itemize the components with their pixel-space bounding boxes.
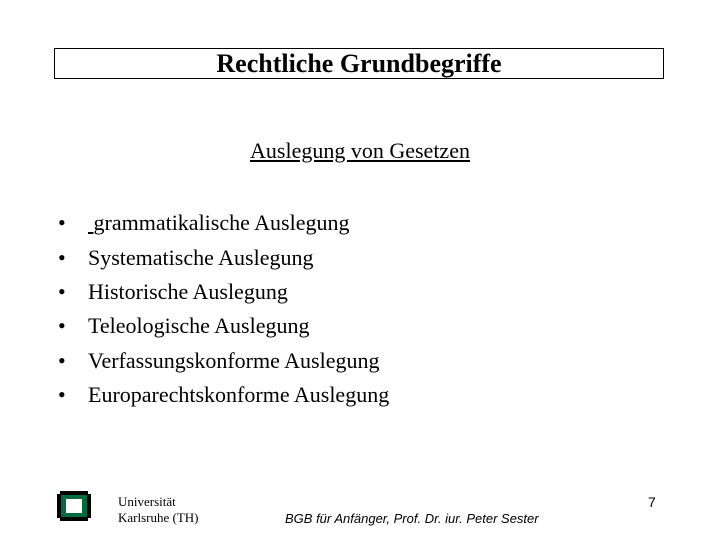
list-item-text: [88, 212, 350, 234]
list-item-label: Europarechtskonforme Auslegung: [88, 382, 390, 408]
list-item: [58, 344, 389, 378]
university-name: [118, 494, 199, 526]
bullet-dot: •: [58, 278, 66, 304]
page-number: 7: [648, 494, 656, 510]
slide-title: Rechtliche Grundbegriffe: [216, 48, 502, 78]
logo-inner-square: [66, 499, 82, 513]
list-item: [58, 309, 389, 343]
university-name-line2: Karlsruhe (TH): [118, 510, 199, 525]
bullet-dot: •: [58, 382, 66, 408]
bullet-dot: •: [58, 347, 66, 373]
list-item-label: Verfassungskonforme Auslegung: [88, 347, 380, 373]
footer-course: BGB für Anfänger, Prof. Dr. iur. Peter Sester: [285, 511, 539, 526]
bullet-dot: •: [58, 313, 66, 339]
list-item-label: Teleologische Auslegung: [88, 313, 310, 339]
title-box: [54, 48, 664, 79]
university-name-line1: Universität: [118, 494, 176, 509]
list-item: [58, 275, 389, 309]
university-logo-icon: [57, 490, 91, 522]
list-item: [58, 206, 389, 240]
list-item-label: Systematische Auslegung: [88, 244, 314, 270]
bullet-dot: •: [58, 210, 66, 236]
list-item-label: Historische Auslegung: [88, 278, 288, 304]
list-item: [58, 240, 389, 274]
bullet-dot: •: [58, 244, 66, 270]
slide-subtitle: Auslegung von Gesetzen: [250, 138, 470, 163]
list-item: [58, 378, 389, 412]
list-item-label: grammatikalische Auslegung: [93, 210, 350, 236]
bullet-list: [58, 206, 389, 412]
